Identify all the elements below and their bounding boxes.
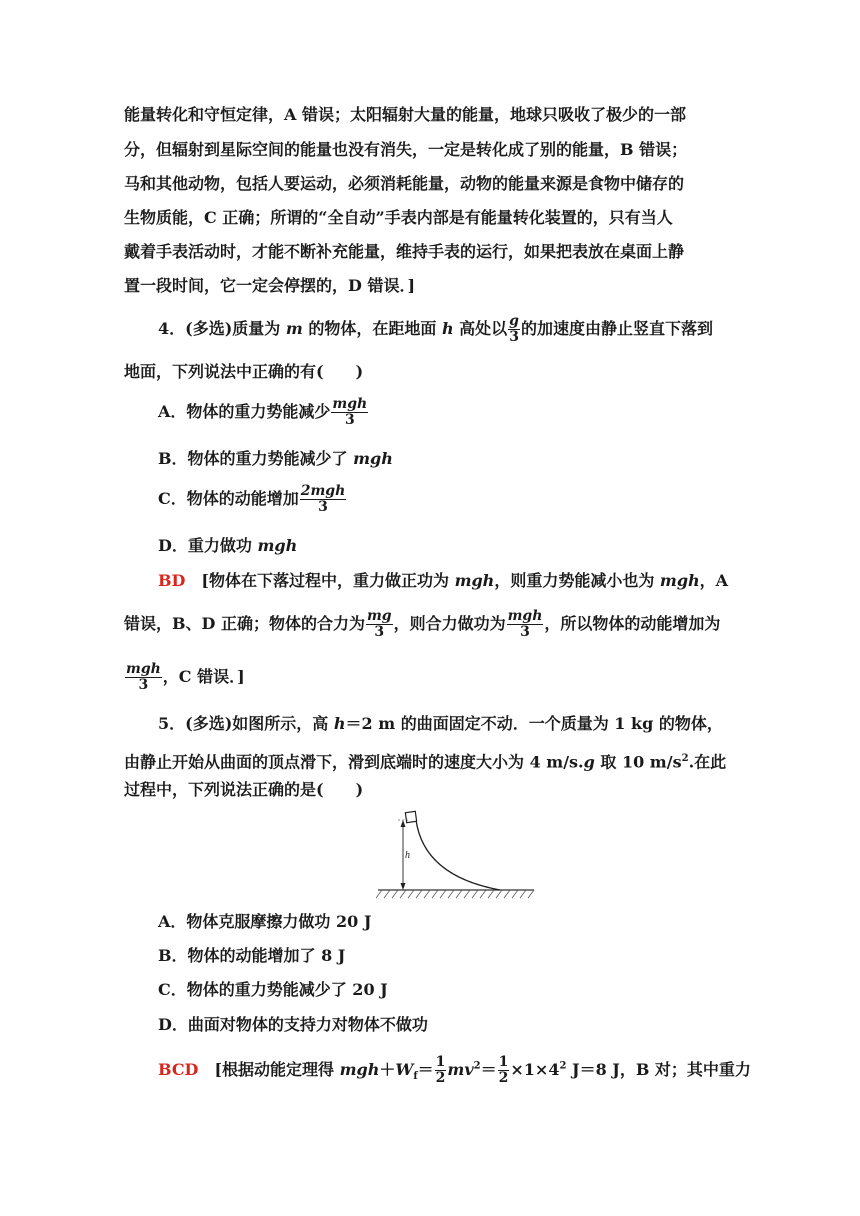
- ramp-figure: [376, 806, 536, 906]
- fraction: $\frac{mg}{3}$: [366, 608, 392, 640]
- fraction: $\frac{\text{mgh}}{3}$: [507, 608, 543, 640]
- q5-stem-line2: 由静止开始从曲面的顶点滑下，滑到底端时的速度大小为 4 m/s.g 取 10 $m/s^2$.在此: [124, 752, 727, 772]
- q5-stem-line1: 5．(多选)如图所示，高 h＝2 m 的曲面固定不动．一个质量为 1 kg 的物体，: [158, 714, 723, 733]
- height-label: h: [405, 850, 410, 861]
- q4-explanation-line3: $\frac{\text{mgh}}{3}$ ，C 错误．]: [126, 661, 245, 693]
- explanation-line: 戴着手表活动时，才能不断补充能量，维持手表的运行，如果把表放在桌面上静: [124, 242, 685, 261]
- q4-option-d: D．重力做功 mgh: [158, 536, 298, 555]
- fraction: $\frac{1}{2}$: [498, 1054, 509, 1086]
- fraction: $\frac{\text{2mgh}}{3}$: [300, 483, 346, 515]
- explanation-line: 马和其他动物，包括人要运动，必须消耗能量，动物的能量来源是食物中储存的: [124, 174, 685, 193]
- answer-badge: BCD: [158, 1060, 199, 1079]
- fraction: $\frac{1}{2}$: [435, 1054, 446, 1086]
- q5-option-d: D．曲面对物体的支持力对物体不做功: [158, 1015, 428, 1034]
- q4-explanation-line2: 错误，B、D 正确；物体的合力为 $\frac{mg}{3}$ ，则合力做功为 $\frac{\text{mgh}}{3}$ ，所以物体的动能增加为: [124, 608, 721, 640]
- q4-option-c: C．物体的动能增加 $\frac{\text{2mgh}}{3}$: [158, 483, 346, 515]
- fraction: $\frac{g}{3}$: [509, 313, 519, 345]
- q4-stem-line2: 地面，下列说法中正确的有( ): [124, 362, 364, 381]
- q4-option-b: B．物体的重力势能减少了 mgh: [158, 449, 393, 468]
- q5-option-a: A．物体克服摩擦力做功 20 J: [158, 912, 372, 931]
- q5-option-c: C．物体的重力势能减少了 20 J: [158, 980, 388, 999]
- q4-stem-line1: 4．(多选)质量为 m 的物体，在距地面 h 高处以 $\frac{g}{3}$ 的加速度由静止竖直下落到: [158, 313, 713, 345]
- answer-badge: BD: [158, 571, 186, 590]
- fraction: $\frac{\text{mgh}}{3}$: [126, 661, 161, 693]
- explanation-line: 能量转化和守恒定律，A 错误；太阳辐射大量的能量，地球只吸收了极少的一部: [124, 105, 686, 124]
- explanation-line: 生物质能，C 正确；所谓的“全自动”手表内部是有能量转化装置的，只有当人: [124, 208, 673, 227]
- q5-stem-line3: 过程中，下列说法正确的是( ): [124, 780, 364, 799]
- q4-option-a: A．物体的重力势能减少 $\frac{\text{mgh}}{3}$: [158, 396, 368, 428]
- explanation-line: 分，但辐射到星际空间的能量也没有消失，一定是转化成了别的能量，B 错误；: [124, 140, 688, 159]
- q5-explanation-line1: BCD [根据动能定理得 $mgh+W_f=$ $\frac{1}{2}$ $mv^2=$ $\frac{1}{2}$ $\times 1\times 4^2$ J＝8 J，B 对；其中重力: [158, 1054, 751, 1086]
- q5-option-b: B．物体的动能增加了 8 J: [158, 946, 346, 965]
- explanation-line: 置一段时间，它一定会停摆的，D 错误．]: [124, 276, 416, 295]
- fraction: $\frac{\text{mgh}}{3}$: [332, 396, 368, 428]
- q4-explanation-line1: BD [物体在下落过程中，重力做正功为 mgh，则重力势能减小也为 mgh，A: [158, 571, 729, 590]
